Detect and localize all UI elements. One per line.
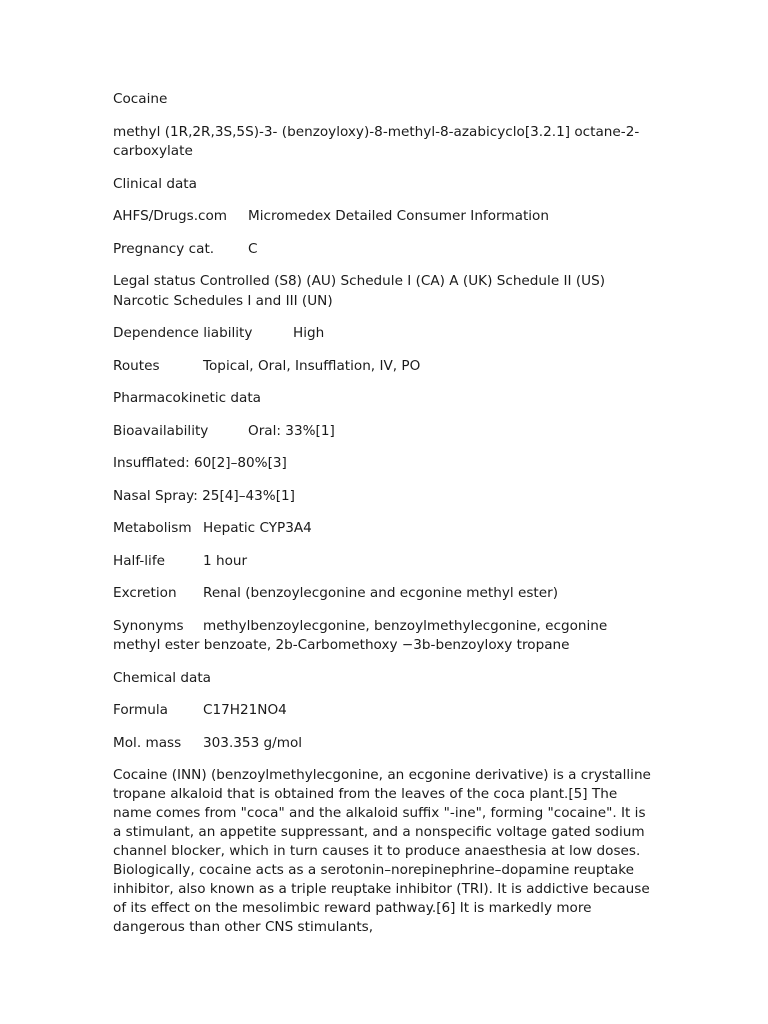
insufflated-row: Insufflated: 60[2]–80%[3]	[113, 455, 287, 471]
document-title: Cocaine	[113, 91, 168, 107]
nasal-spray-row: Nasal Spray: 25[4]–43%[1]	[113, 487, 295, 504]
section-heading-pharmacokinetic: Pharmacokinetic data	[113, 390, 262, 406]
excretion-row	[113, 584, 658, 604]
legal-status-value: Controlled (S8) (AU) Schedule I (CA) A (UK) Schedule II (US) Narcotic Schedules I and III (UN)	[113, 273, 606, 309]
formula-value: C17H21NO4	[203, 702, 287, 718]
bioavailability-value: Oral: 33%[1]	[248, 422, 335, 439]
mol-mass-label: Mol. mass	[113, 734, 182, 751]
mol-mass-value: 303.353 g/mol	[203, 734, 303, 751]
dependence-value: High	[293, 325, 325, 341]
bioavailability-label: Bioavailability	[113, 422, 209, 439]
synonyms-value: methylbenzoylecgonine, benzoylmethylecgonine, ecgonine methyl ester benzoate, 2b-Carbomethoxy −3b-benzoyloxy tropane	[113, 617, 608, 653]
half-life-label: Half-life	[113, 552, 165, 569]
mol-mass-row	[113, 734, 658, 754]
excretion-label: Excretion	[113, 585, 177, 601]
section-heading-clinical: Clinical data	[113, 175, 197, 192]
routes-label: Routes	[113, 357, 160, 374]
metabolism-value: Hepatic CYP3A4	[203, 520, 312, 536]
legal-status-row	[113, 272, 658, 311]
formula-row	[113, 701, 658, 721]
section-heading-chemical: Chemical data	[113, 669, 212, 686]
bioavailability-row	[113, 422, 658, 442]
synonyms-label: Synonyms	[113, 617, 184, 634]
ahfs-value: Micromedex Detailed Consumer Information	[248, 208, 549, 224]
pregnancy-label: Pregnancy cat.	[113, 240, 215, 257]
half-life-row	[113, 552, 658, 572]
half-life-value: 1 hour	[203, 552, 248, 569]
ahfs-label: AHFS/Drugs.com	[113, 208, 228, 224]
synonyms-row	[113, 617, 658, 656]
ahfs-row	[113, 207, 658, 227]
dependence-row	[113, 324, 658, 344]
routes-row	[113, 357, 658, 377]
iupac-name: methyl (1R,2R,3S,5S)-3- (benzoyloxy)-8-methyl-8-azabicyclo[3.2.1] octane-2-carboxylate	[113, 123, 640, 159]
formula-label: Formula	[113, 702, 168, 718]
excretion-value: Renal (benzoylecgonine and ecgonine methyl ester)	[203, 585, 558, 601]
legal-status-label: Legal status	[113, 273, 196, 289]
body-paragraph: Cocaine (INN) (benzoylmethylecgonine, an ecgonine derivative) is a crystalline tropane alkaloid that is obtained from the leaves of the coca plant.[5] The name comes from "coca" and the alkaloid suffix "-ine", forming "cocaine". It is a stimulant, an appetite suppressant, and a nonspecific voltage gated sodium channel blocker, which in turn causes it to produce anaesthesia at low doses. Biologically, cocaine acts as a serotonin–norepinephrine–dopamine reuptake inhibitor, also known as a triple reuptake inhibitor (TRI). It is addictive because of its effect on the mesolimbic reward pathway.[6] It is markedly more dangerous than other CNS stimulants,	[113, 767, 651, 935]
routes-value: Topical, Oral, Insufflation, IV, PO	[203, 357, 421, 374]
metabolism-label: Metabolism	[113, 520, 192, 536]
dependence-label: Dependence liability	[113, 325, 253, 341]
pregnancy-row	[113, 240, 658, 260]
document-page	[113, 90, 658, 937]
pregnancy-value: C	[248, 240, 258, 257]
metabolism-row	[113, 519, 658, 539]
